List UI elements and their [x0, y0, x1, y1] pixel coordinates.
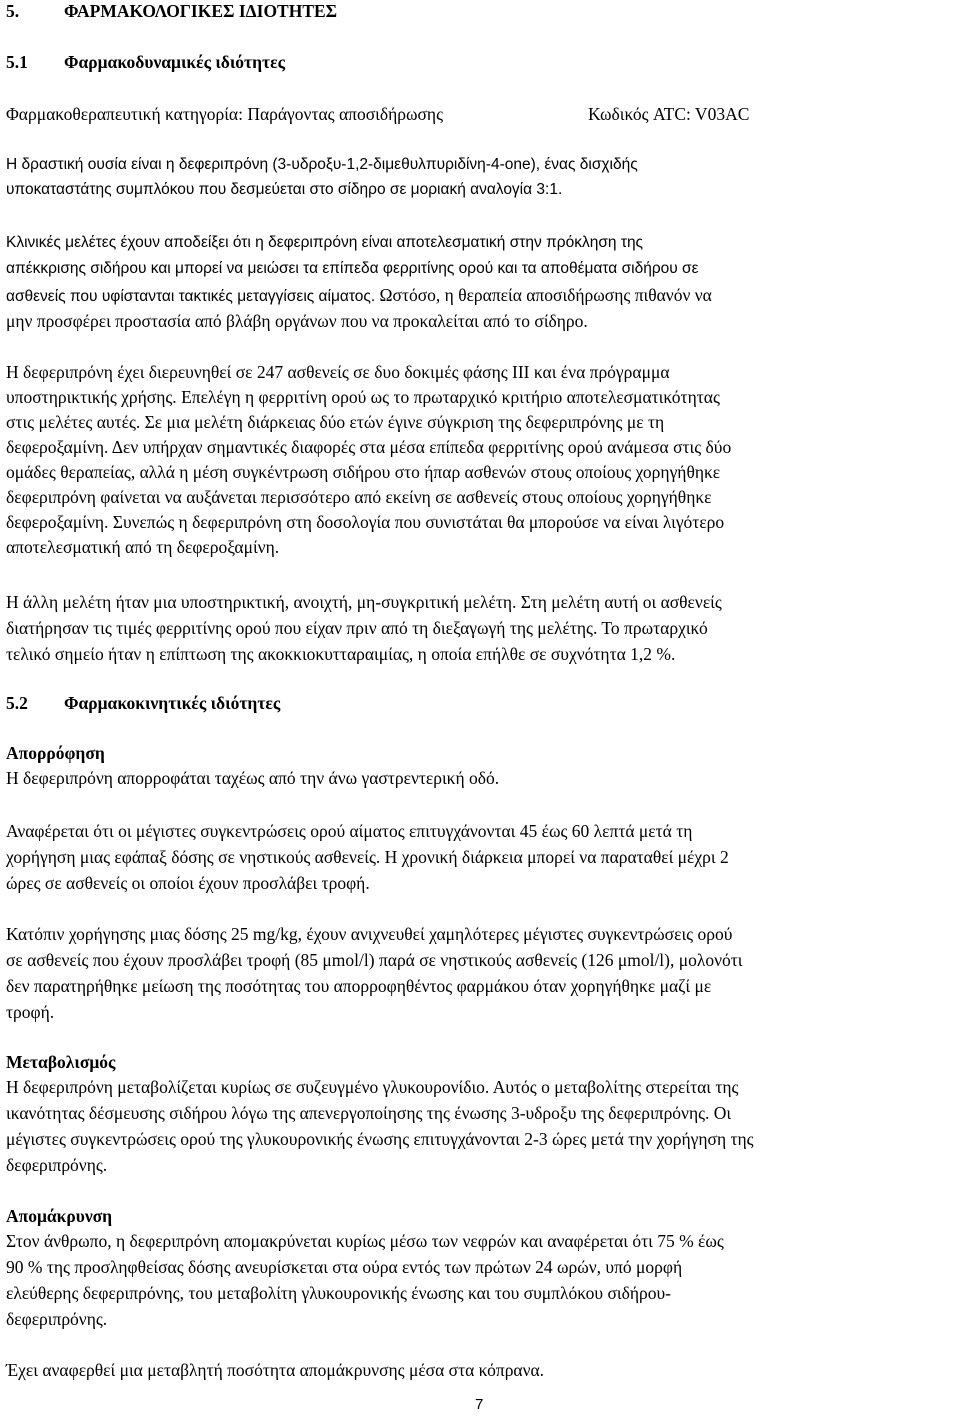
absorption-p3-line-1: Κατόπιν χορήγησης μιας δόσης 25 mg/kg, έχουν ανιχνευθεί χαμηλότερες μέγιστες συγκεντρώσεις ορού — [6, 924, 733, 944]
section-5-2-number: 5.2 — [6, 693, 28, 713]
supportive-study-line-2a: διατήρησαν τις τιμές φερριτίνης ορού που είχαν πριν από τη διεξαγωγή της μελέτης. — [6, 618, 598, 638]
clinical-studies-line-4: μην προσφέρει προστασία από βλάβη οργάνων που να προκαλείται από το σίδηρο. — [6, 311, 588, 331]
deferiprone-trials-line-3b: Σε μια μελέτη διάρκειας δύο ετών έγινε σύγκριση της δεφεριπρόνης με τη — [140, 412, 665, 432]
absorption-p3-line-4: τροφή. — [6, 1002, 55, 1022]
absorption-p2-line-3: ώρες σε ασθενείς οι οποίοι έχουν προσλάβει τροφή. — [6, 873, 370, 893]
absorption-p2-line-2 — [6, 846, 729, 868]
active-substance-line-1: Η δραστική ουσία είναι η δεφεριπρόνη (3-υδροξυ-1,2-διμεθυλπυριδίνη-4-one), ένας δισχιδής — [6, 156, 638, 173]
clinical-studies-line-3a: ασθενείς που υφίστανται τακτικές μεταγγίσεις αίματος. — [6, 288, 376, 305]
deferiprone-trials-line-5: ομάδες θεραπείας, αλλά η μέση συγκέντρωση σιδήρου στο ήπαρ ασθενών στους οποίους χορηγήθηκε — [6, 462, 721, 482]
metabolism-line-2a: ικανότητας δέσμευσης σιδήρου λόγω της απενεργοποίησης της ένωσης 3-υδροξυ της δεφεριπρόνης. — [6, 1103, 710, 1123]
clinical-studies-line-3 — [6, 284, 712, 306]
supportive-study-line-3: τελικό σημείο ήταν η επίπτωση της ακοκκιοκυτταραιμίας, η οποία επήλθε σε συχνότητα 1,2 %. — [6, 644, 676, 664]
absorption-p3-line-2: σε ασθενείς που έχουν προσλάβει τροφή (85 μmol/l) παρά σε νηστικούς ασθενείς (126 μmol/l), μολονότι — [6, 950, 743, 970]
deferiprone-trials-line-7b: Συνεπώς η δεφεριπρόνη στη δοσολογία που συνιστάται θα μπορούσε να είναι λιγότερο — [108, 512, 725, 532]
deferiprone-trials-line-1: Η δεφεριπρόνη έχει διερευνηθεί σε 247 ασθενείς σε δυο δοκιμές φάσης ΙΙΙ και ένα πρόγραμμα — [6, 362, 670, 382]
supportive-study-line-1a: Η άλλη μελέτη ήταν μια υποστηρικτική, ανοιχτή, μη-συγκριτική μελέτη. — [6, 592, 517, 612]
elimination-line-2: 90 % της προσληφθείσας δόσης ανευρίσκεται στα ούρα εντός των πρώτων 24 ωρών, υπό μορφή — [6, 1257, 683, 1277]
absorption-p1: Η δεφεριπρόνη απορροφάται ταχέως από την άνω γαστρεντερική οδό. — [6, 768, 500, 788]
section-5-heading — [6, 0, 337, 22]
deferiprone-trials-line-2a: υποστηρικτικής χρήσης. — [6, 387, 177, 407]
section-5-1-number: 5.1 — [6, 52, 28, 72]
section-5-2-heading — [6, 692, 280, 714]
clinical-studies-line-1: Κλινικές μελέτες έχουν αποδείξει ότι η δεφεριπρόνη είναι αποτελεσματική στην πρόκληση της — [6, 234, 644, 251]
metabolism-line-1 — [6, 1076, 738, 1098]
pharmacotherapeutic-category: Φαρμακοθεραπευτική κατηγορία: Παράγοντας αποσιδήρωσης — [6, 104, 444, 124]
elimination-heading: Απομάκρυνση — [6, 1206, 113, 1226]
section-5-1-heading — [6, 51, 285, 73]
active-substance-line-2: υποκαταστάτης συμπλόκου που δεσμεύεται στο σίδηρο σε μοριακή αναλογία 3:1. — [6, 181, 563, 198]
absorption-heading: Απορρόφηση — [6, 743, 105, 763]
supportive-study-line-1b: Στη μελέτη αυτή οι ασθενείς — [516, 592, 722, 612]
section-5-number: 5. — [6, 1, 20, 21]
section-5-1-title: Φαρμακοδυναμικές ιδιότητες — [64, 52, 285, 72]
document-page — [6, 0, 956, 1416]
deferiprone-trials-line-6: δεφεριπρόνη φαίνεται να αυξάνεται περισσότερο από εκείνη σε ασθενείς στους οποίους χορηγήθηκε — [6, 487, 712, 507]
deferiprone-trials-line-3 — [6, 411, 664, 433]
absorption-p2-line-1: Αναφέρεται ότι οι μέγιστες συγκεντρώσεις ορού αίματος επιτυγχάνονται 45 έως 60 λεπτά μετά τη — [6, 821, 693, 841]
deferiprone-trials-line-8: αποτελεσματική από τη δεφεροξαμίνη. — [6, 537, 280, 557]
clinical-studies-line-2: απέκκρισης σιδήρου και μπορεί να μειώσει τα επίπεδα φερριτίνης ορού και τα αποθέματα σιδήρου σε — [6, 260, 699, 277]
supportive-study-line-2b: Το πρωταρχικό — [597, 618, 708, 638]
metabolism-line-1b: Αυτός ο μεταβολίτης στερείται της — [489, 1077, 739, 1097]
section-5-2-title: Φαρμακοκινητικές ιδιότητες — [64, 693, 281, 713]
absorption-p2-line-2b: Η χρονική διάρκεια μπορεί να παραταθεί μέχρι 2 — [380, 847, 729, 867]
absorption-p2-line-2a: χορήγηση μιας εφάπαξ δόσης σε νηστικούς ασθενείς. — [6, 847, 381, 867]
deferiprone-trials-line-2b: Επελέγη η φερριτίνη ορού ως το πρωταρχικό κριτήριο αποτελεσματικότητας — [176, 387, 720, 407]
elimination-p2: Έχει αναφερθεί μια μεταβλητή ποσότητα απομάκρυνσης μέσα στα κόπρανα. — [6, 1360, 545, 1380]
metabolism-line-3: μέγιστες συγκεντρώσεις ορού της γλυκουρονικής ένωσης επιτυγχάνονται 2-3 ώρες μετά την χορήγηση της — [6, 1129, 754, 1149]
page-number: 7 — [475, 1396, 484, 1413]
deferiprone-trials-line-7a: δεφεροξαμίνη. — [6, 512, 109, 532]
elimination-line-3: ελεύθερης δεφεριπρόνης, του μεταβολίτη γλυκουρονικής ένωσης και του συμπλόκου σιδήρου- — [6, 1283, 671, 1303]
deferiprone-trials-line-4 — [6, 436, 731, 458]
atc-code: Κωδικός ATC: V03AC — [588, 104, 750, 124]
metabolism-line-1a: Η δεφεριπρόνη μεταβολίζεται κυρίως σε συζευγμένο γλυκουρονίδιο. — [6, 1077, 490, 1097]
elimination-line-4: δεφεριπρόνης. — [6, 1309, 108, 1329]
clinical-studies-line-3b: Ωστόσο, η θεραπεία αποσιδήρωσης πιθανόν να — [375, 285, 712, 305]
deferiprone-trials-line-4b: Δεν υπήρχαν σημαντικές διαφορές στα μέσα επίπεδα φερριτίνης ορού ανάμεσα στις δύο — [108, 437, 732, 457]
metabolism-line-2b: Οι — [709, 1103, 732, 1123]
deferiprone-trials-line-3a: στις μελέτες αυτές. — [6, 412, 141, 432]
metabolism-line-4: δεφεριπρόνης. — [6, 1155, 108, 1175]
deferiprone-trials-line-7 — [6, 511, 724, 533]
metabolism-line-2 — [6, 1102, 731, 1124]
deferiprone-trials-line-4a: δεφεροξαμίνη. — [6, 437, 109, 457]
supportive-study-line-2 — [6, 617, 708, 639]
elimination-line-1: Στον άνθρωπο, η δεφεριπρόνη απομακρύνεται κυρίως μέσω των νεφρών και αναφέρεται ότι 75 % έως — [6, 1231, 724, 1251]
deferiprone-trials-line-2 — [6, 386, 720, 408]
supportive-study-line-1 — [6, 591, 722, 613]
absorption-p3-line-3: δεν παρατηρήθηκε μείωση της ποσότητας του απορροφηθέντος φαρμάκου όταν χορηγήθηκε μαζί με — [6, 976, 712, 996]
metabolism-heading: Μεταβολισμός — [6, 1052, 116, 1072]
section-5-title: ΦΑΡΜΑΚΟΛΟΓΙΚΕΣ ΙΔΙΟΤΗΤΕΣ — [64, 1, 338, 21]
